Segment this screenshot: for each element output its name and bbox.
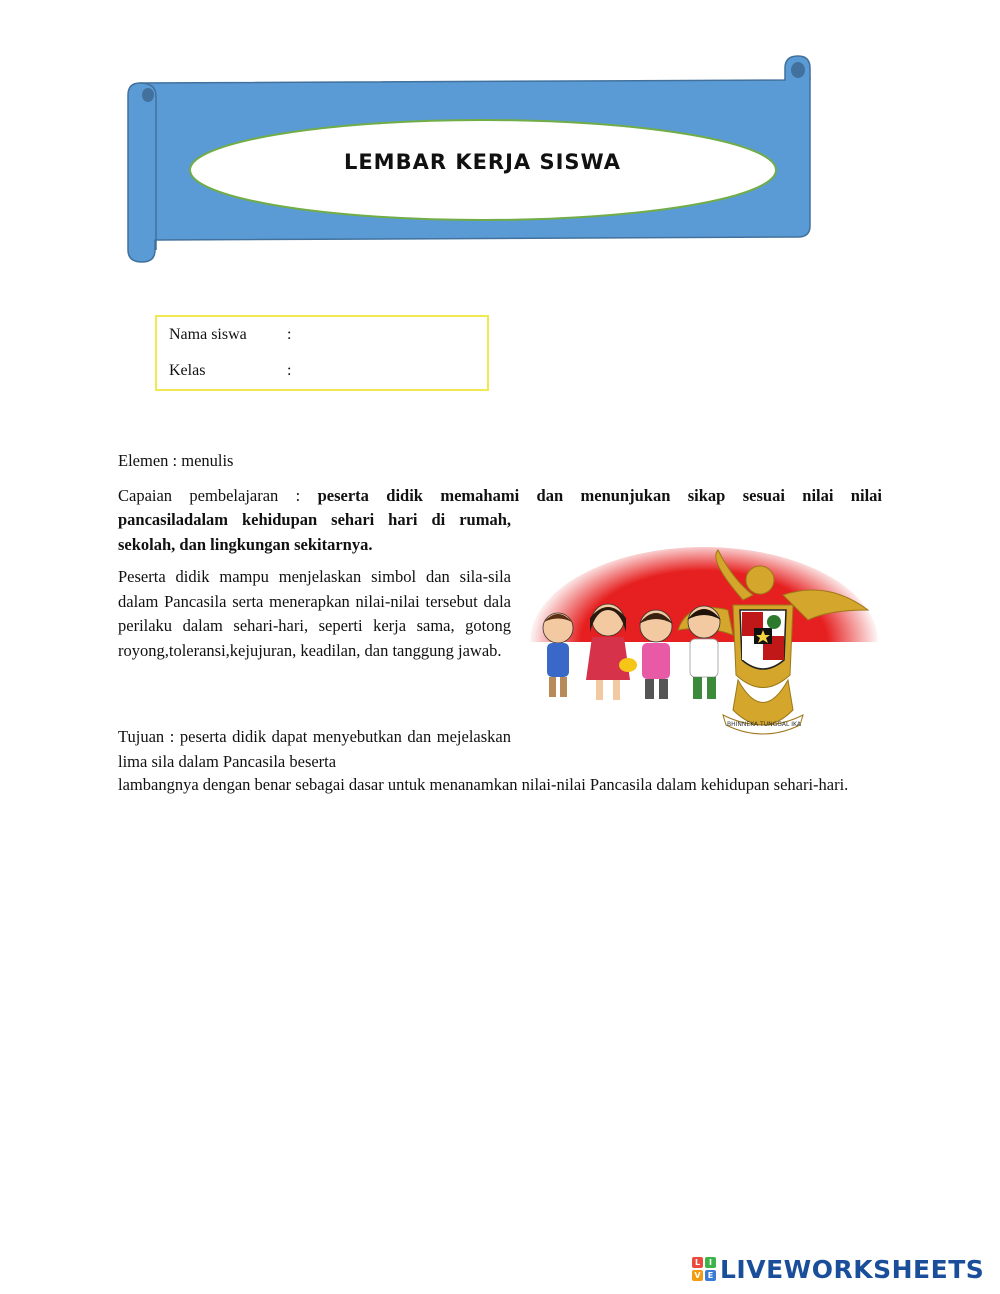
- liveworksheets-logo-icon: [692, 1257, 716, 1281]
- student-name-row: [169, 326, 291, 344]
- capaian-bold-line1: peserta didik memahami dan menunjukan sikap sesuai nilai nilai: [317, 486, 882, 505]
- logo-letter-i: I: [705, 1257, 716, 1268]
- student-name-field[interactable]: :: [287, 326, 292, 343]
- student-class-row: [169, 362, 291, 380]
- capaian-first-line: [118, 484, 882, 509]
- liveworksheets-logo[interactable]: [692, 1254, 984, 1284]
- capaian-bold-rest: pancasiladalam kehidupan sehari hari di rumah, sekolah, dan lingkungan sekitarnya.: [118, 510, 511, 554]
- garuda-motto-text: BHINNEKA TUNGGAL IKA: [727, 721, 801, 728]
- logo-letter-e: E: [705, 1270, 716, 1281]
- tujuan-paragraph: Tujuan : peserta didik dapat menyebutkan dan mejelaskan lima sila dalam Pancasila beserta: [118, 727, 511, 771]
- pancasila-illustration: [528, 540, 880, 745]
- logo-letter-l: L: [692, 1257, 703, 1268]
- tujuan-continuation: lambangnya dengan benar sebagai dasar untuk menanamkan nilai-nilai Pancasila dalam kehidupan sehari-hari.: [118, 775, 849, 794]
- liveworksheets-brand-text: LIVEWORKSHEETS: [720, 1254, 985, 1284]
- pancasila-shield-icon: [740, 610, 786, 669]
- student-class-field[interactable]: :: [287, 362, 292, 379]
- student-class-label: Kelas: [169, 362, 206, 379]
- capaian-label: Capaian pembelajaran :: [118, 486, 318, 505]
- worksheet-title: LEMBAR KERJA SISWA: [343, 150, 622, 174]
- logo-letter-v: V: [692, 1270, 703, 1281]
- student-name-label: Nama siswa: [169, 326, 247, 343]
- student-identity-box: [155, 315, 489, 391]
- elemen-text: Elemen : menulis: [118, 451, 234, 470]
- peserta-paragraph: Peserta didik mampu menjelaskan simbol dan sila-sila dalam Pancasila serta menerapkan nilai-nilai tersebut dala perilaku dalam sehari-hari, seperti kerja sama, gotong royong,toleransi,kejujuran, keadilan, dan tanggung jawab.: [118, 567, 511, 660]
- garuda-children-image: [528, 540, 880, 745]
